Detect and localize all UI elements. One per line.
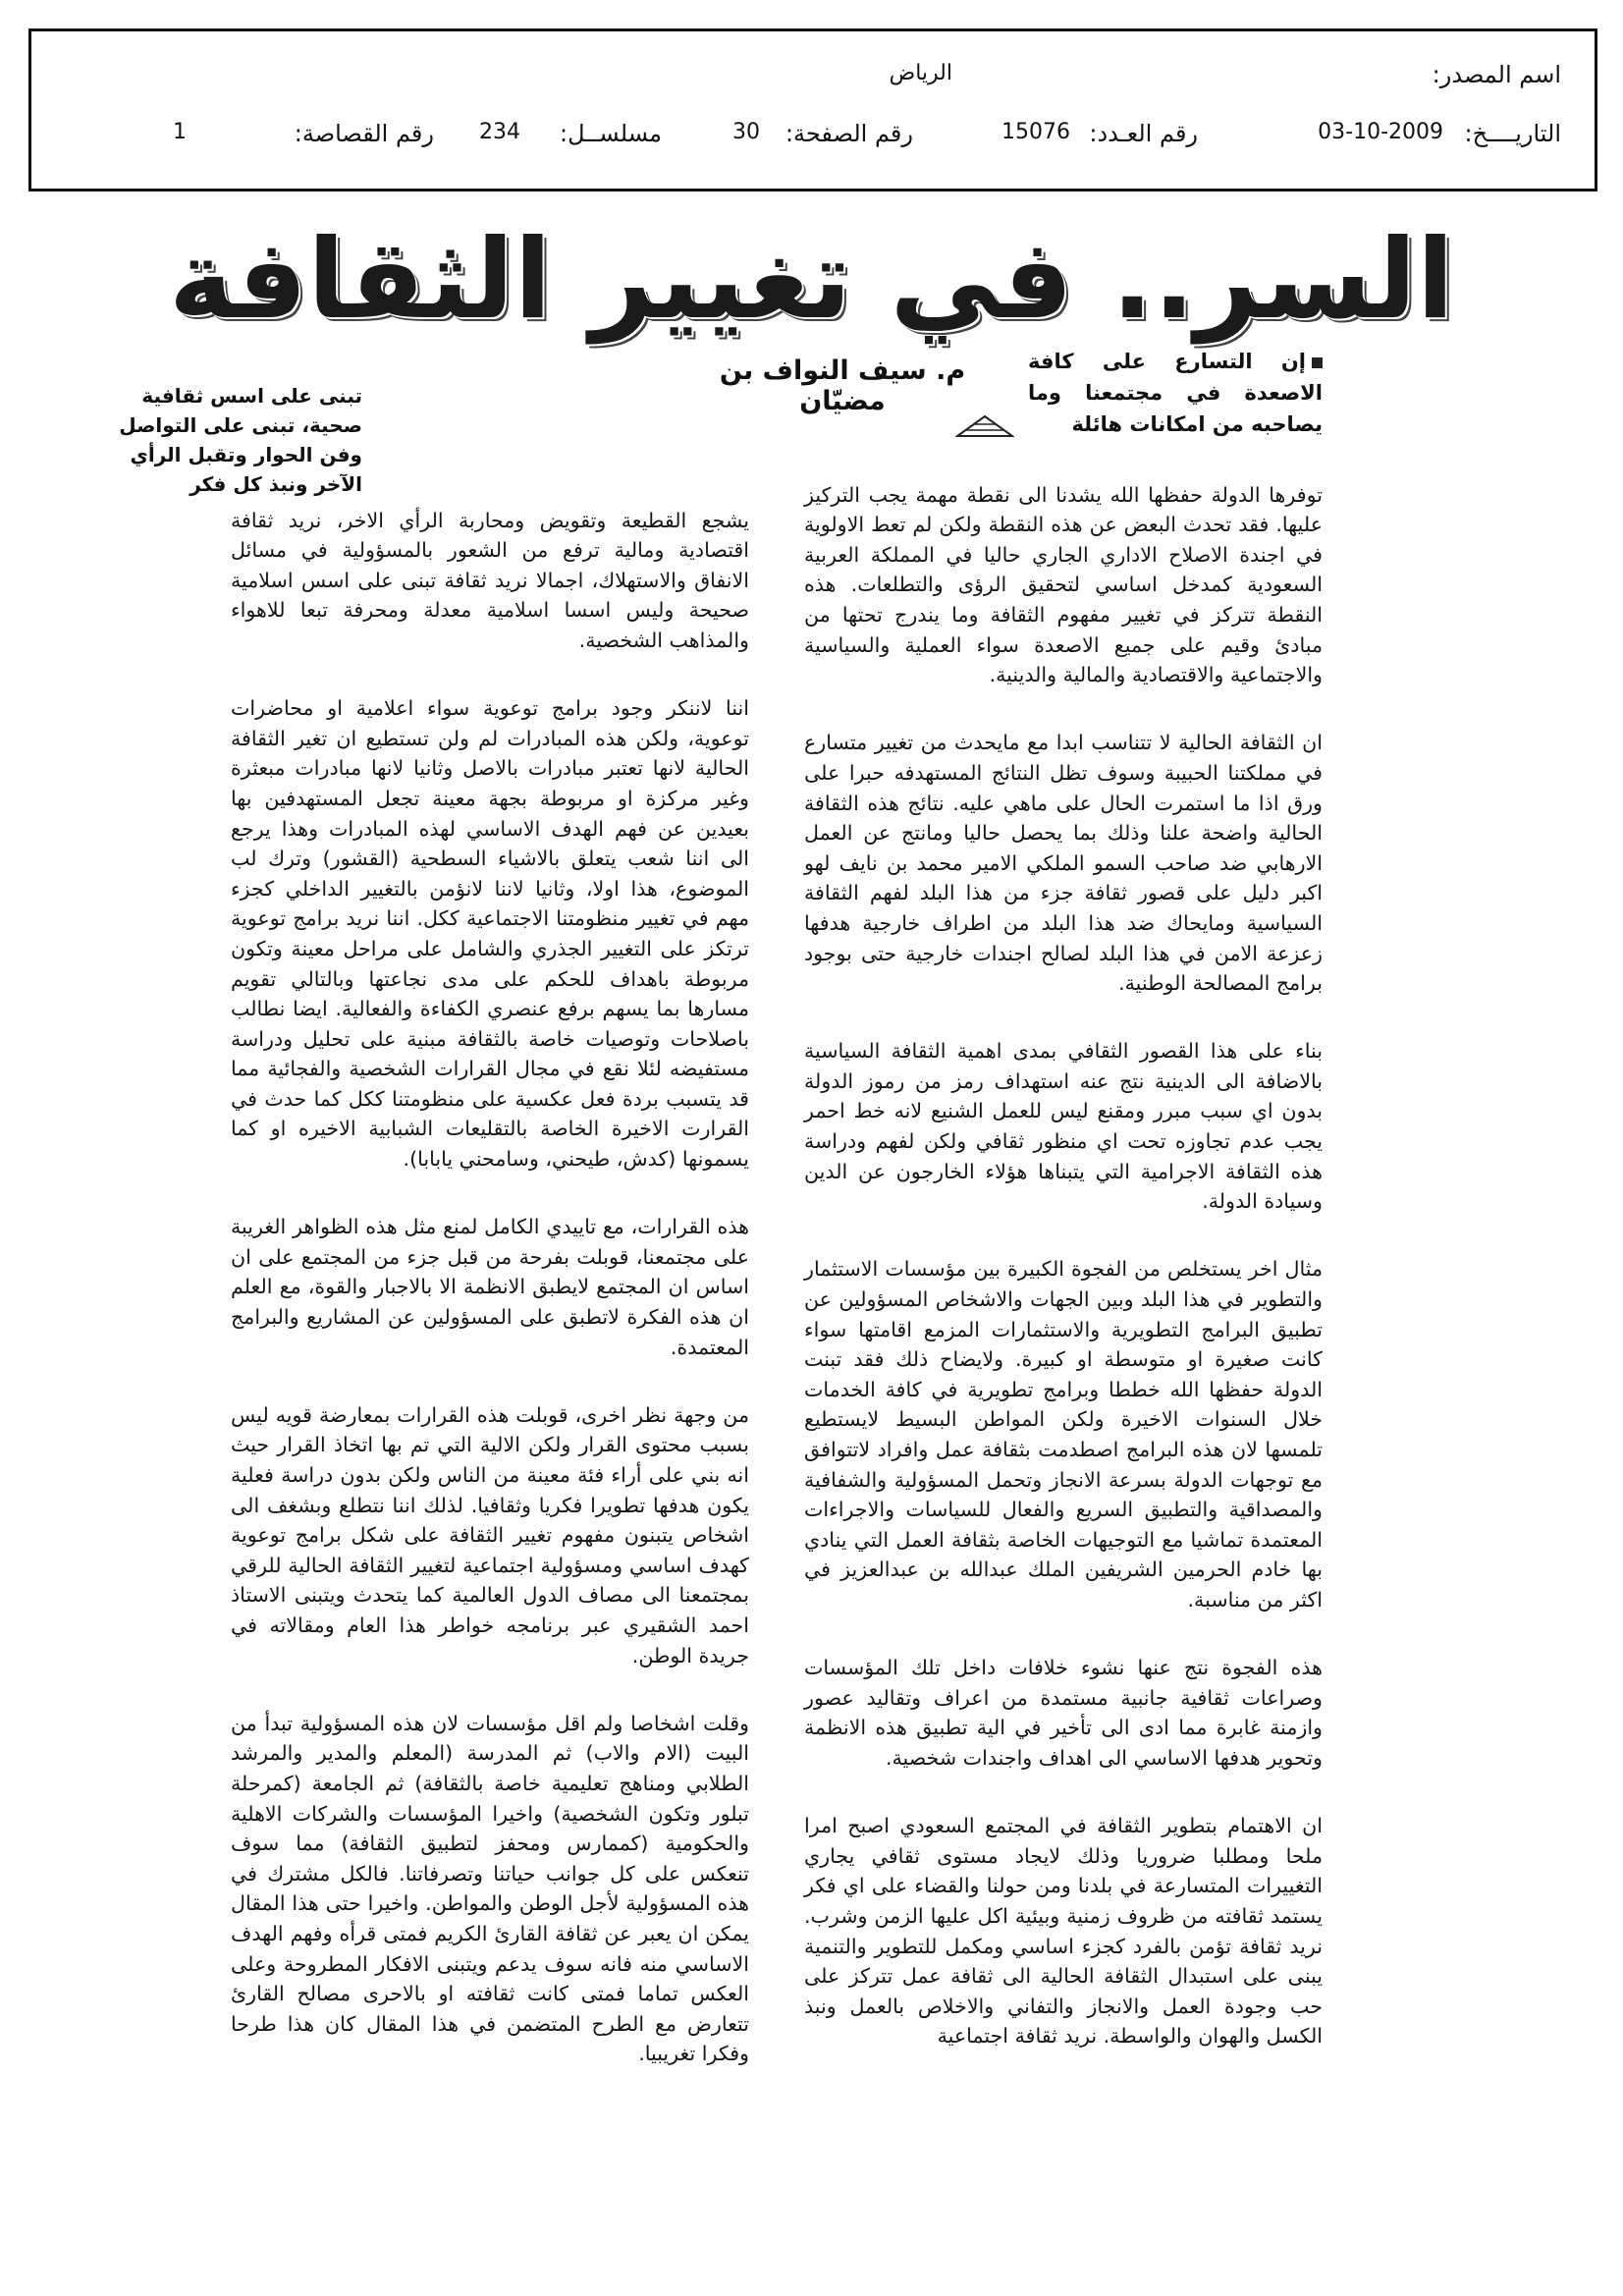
page-label: رقم الصفحة:	[784, 120, 913, 147]
square-bullet-icon	[1312, 357, 1323, 368]
source-value: الرياض	[889, 61, 952, 85]
article-column-left	[231, 475, 749, 2106]
article-column-right	[804, 450, 1323, 2089]
intro-text: إن التسارع على كافة الاصعدة في مجتمعنا وما يصاحبه من امكانات هائلة	[1028, 350, 1323, 436]
paragraph: هذه الفجوة نتج عنها نشوء خلافات داخل تلك المؤسسات وصراعات ثقافية جانبية مستمدة من اعراف وتقاليد عصور وازمنة غابرة مما ادى الى تأخير في الية تطبيق هذه الانظمة وتحوير هدفها الاساسي الى اهداف واجندات شخصية.	[804, 1656, 1323, 1770]
date-label: التاريــــخ:	[1464, 120, 1561, 147]
article-headline: السر.. في تغيير الثقافة	[168, 216, 1455, 344]
clip-value: 1	[173, 120, 187, 144]
metadata-box	[28, 28, 1597, 191]
issue-value: 15076	[1001, 120, 1070, 144]
paragraph: هذه القرارات، مع تاييدي الكامل لمنع مثل هذه الظواهر الغريبة على مجتمعنا، قوبلت بفرحة من قبل جزء من المجتمع على ان اساس ان المجتمع لايطبق الانظمة الا بالاجبار والقوة، مع العلم ان هذه الفكرة لاتطبق على المسؤولين عن المشاريع والبرامج المعتمدة.	[231, 1215, 749, 1359]
paragraph: توفرها الدولة حفظها الله يشدنا الى نقطة مهمة يجب التركيز عليها. فقد تحدث البعض عن هذه النقطة ولكن لم تعط الاولوية في اجندة الاصلاح الاداري الجاري حاليا في المملكة العربية السعودية كمدخل اساسي لتحقيق الرؤى والتطلعات. هذه النقطة تتركز في تغيير مفهوم الثقافة وما يندرج تحتها من مبادئ وقيم على جميع الاصعدة سواء العملية والسياسية والاجتماعية والاقتصادية والمالية والدينية.	[804, 482, 1323, 687]
issue-label: رقم العـدد:	[1089, 120, 1198, 147]
article-intro	[1028, 346, 1323, 440]
paragraph: من وجهة نظر اخرى، قوبلت هذه القرارات بمعارضة قويه ليس بسبب محتوى القرار ولكن الالية التي تم بها اتخاذ القرار حيث انه بني على أراء فئة معينة من الناس ولكن بدون دراسة فعلية يكون هدفها تطويرا فكريا وثقافيا. لذلك اننا نتطلع وبشغف الى اشخاص يتبنون مفهوم تغيير الثقافة على شكل برامج توعوية كهدف اساسي ومسؤولية اجتماعية لتغيير الثقافة الحالية للرقي بمجتمعنا الى مصاف الدول العالمية كما يتحدث ويتبنى الاستاذ احمد الشقيري عبر برنامجه خواطر هذا العام ومقالاته في جريدة الوطن.	[231, 1402, 749, 1667]
pyramid-icon	[955, 414, 1014, 438]
pull-quote: تبنى على اسس ثقافية صحية، تبنى على التواصل وفن الحوار وتقبل الرأي الآخر ونبذ كل فكر	[119, 384, 362, 496]
paragraph: ان الاهتمام بتطوير الثقافة في المجتمع السعودي اصبح امرا ملحا ومطلبا ضروريا وذلك لايجاد مستوى ثقافي يجاري التغييرات المتسارعة في بلدنا ومن حولنا والقضاء على اي فكر يستمد ثقافته من ظروف زمنية وبيئية اكل عليها الزمن وشرب. نريد ثقافة تؤمن بالفرد كجزء اساسي ومكمل للتطوير والتنمية يبنى على استبدال الثقافة الحالية الى ثقافة عمل تتركز على حب وجودة العمل والانجاز والتفاني والاخلاص بالعمل ونبذ الكسل والهوان والواسطة. نريد ثقافة اجتماعية	[804, 1814, 1323, 2049]
page-value: 30	[732, 120, 760, 144]
paragraph: مثال اخر يستخلص من الفجوة الكبيرة بين مؤسسات الاستثمار والتطوير في هذا البلد وبين الجهات والاشخاص المسؤولين عن تطبيق البرامج التطويرية والاستثمارات المزمع اقامتها سواء كانت صغيرة او متوسطة او كبيرة. ولايضاح ذلك فقد تبنت الدولة حفظها الله خططا وبرامج تطويرية في كافة الخدمات خلال السنوات الاخيرة ولكن المواطن البسيط لايستطيع تلمسها لان هذه البرامج اصطدمت بثقافة عمل وافراد لاتتوافق مع توجهات الدولة بسرعة الانجاز وتحمل المسؤولية والشفافية والمصداقية والتطبيق السريع والفعال للسياسات والاجراءات المعتمدة تماشيا مع التوجيهات الخاصة بثقافة العمل التي ينادي بها خادم الحرمين الشريفين الملك عبدالله بن عبدالعزيز في اكثر من مناسبة.	[804, 1257, 1323, 1612]
date-value: 03-10-2009	[1318, 120, 1443, 144]
clip-label: رقم القصاصة:	[294, 120, 434, 147]
paragraph: اننا لاننكر وجود برامج توعوية سواء اعلامية او محاضرات توعوية، ولكن هذه المبادرات لم ولن تستطيع ان تغير الثقافة الحالية لانها تعتبر مبادرات بالاصل وثانيا لانها مبادرات مبعثرة وغير مركزة او مربوطة بجهة معينة تجعل المستهدفين بها بعيدين عن فهم الهدف الاساسي لهذه المبادرات وهذا يرجع الى اننا شعب يتعلق بالاشياء السطحية (القشور) وترك لب الموضوع، هذا اولا، وثانيا لاننا لانؤمن بالتغيير الداخلي كجزء مهم في تغيير منظومتنا الاجتماعية ككل. اننا نريد برامج توعوية ترتكز على التغيير الجذري والشامل على مراحل معينة وتكون مربوطة باهداف للحكم على مدى نجاعتها وبالتالي تقويم مسارها بما يسهم برفع عنصري الكفاءة والفعالية. ايضا نطالب باصلاحات وتوصيات خاصة بالثقافة مبنية على تحليل ودراسة مستفيضه لئلا نقع في مجال القرارات الشخصية والفجائية مما قد يتسبب بردة فعل عكسية على منظومتنا ككل كما حدث في القرارت الاخيرة الخاصة بالتقليعات الشبابية الاخيره او كما يسمونها (كدش، طيحني، وسامحني يابابا).	[231, 696, 749, 1172]
paragraph: ان الثقافة الحالية لا تتناسب ابدا مع مايحدث من تغيير متسارع في مملكتنا الحبيبة وسوف تظل النتائج المستهدفه حبرا على ورق اذا ما استمرت الحال على ماهي عليه. نتائج هذه الثقافة الحالية واضحة علنا وذلك بما يحصل حاليا ومانتج عن العمل الارهابي ضد صاحب السمو الملكي الامير محمد بن نايف لهو اكبر دليل على قصور ثقافة جزء من هذا البلد لفهم الثقافة السياسية ومايحاك ضد هذا البلد من اطراف خارجية هدفها زعزعة الامن في هذا البلد لصالح اجندات خارجية حتى بوجود برامج المصالحة الوطنية.	[804, 731, 1323, 996]
paragraph: يشجع القطيعة وتقويض ومحاربة الرأي الاخر، نريد ثقافة اقتصادية ومالية ترفع من الشعور بالمسؤولية في مسائل الانفاق والاستهلاك، اجمالا نريد ثقافة تبنى على اسس اسلامية صحيحة وليس اسسا اسلامية معدلة ومحرفة تبعا للاهواء والمذاهب الشخصية.	[231, 508, 749, 652]
article-byline: م. سيف النواف بن مضيّان	[719, 355, 966, 416]
paragraph: بناء على هذا القصور الثقافي بمدى اهمية الثقافة السياسية بالاضافة الى الدينية نتج عنه استهداف رمز من رموز الدولة بدون اي سبب مبرر ومقنع ليس للعمل الشنيع لانه خط احمر يجب عدم تجاوزه تحت اي منظور ثقافي ولكن لفهم ودراسة هذه الثقافة الاجرامية التي يتبناها هؤلاء الخارجون عن الدين وسيادة الدولة.	[804, 1039, 1323, 1214]
source-label: اسم المصدر:	[1432, 61, 1561, 88]
metadata-row-source	[61, 61, 1561, 100]
serial-value: 234	[479, 120, 520, 144]
serial-label: مسلســل:	[560, 120, 662, 147]
metadata-row-details	[61, 120, 1561, 159]
paragraph: وقلت اشخاصا ولم اقل مؤسسات لان هذه المسؤولية تبدأ من البيت (الام والاب) ثم المدرسة (المعلم والمدير والمرشد الطلابي ومناهج تعليمية خاصة بالثقافة) ثم الجامعة (كمرحلة تبلور وتكون الشخصية) واخيرا المؤسسات والشركات الاهلية والحكومية (كممارس ومحفز لتطبيق الثقافة) مما سوف تنعكس على كل جوانب حياتنا وتصرفاتنا. فالكل مشترك في هذه المسؤولية لأجل الوطن والمواطن. واخيرا حتى هذا المقال يمكن ان يعبر عن ثقافة القارئ الكريم فمتى قرأه وفهم الهدف الاساسي منه فانه سوف يدعم ويتبنى الافكار المطروحة وعلى العكس تماما فمتى كانت ثقافته او بالاحرى مصالح القارئ تتعارض مع الطرح المتضمن في هذا المقال كان هذا طرحا وفكرا تغريبيا.	[231, 1711, 749, 2066]
